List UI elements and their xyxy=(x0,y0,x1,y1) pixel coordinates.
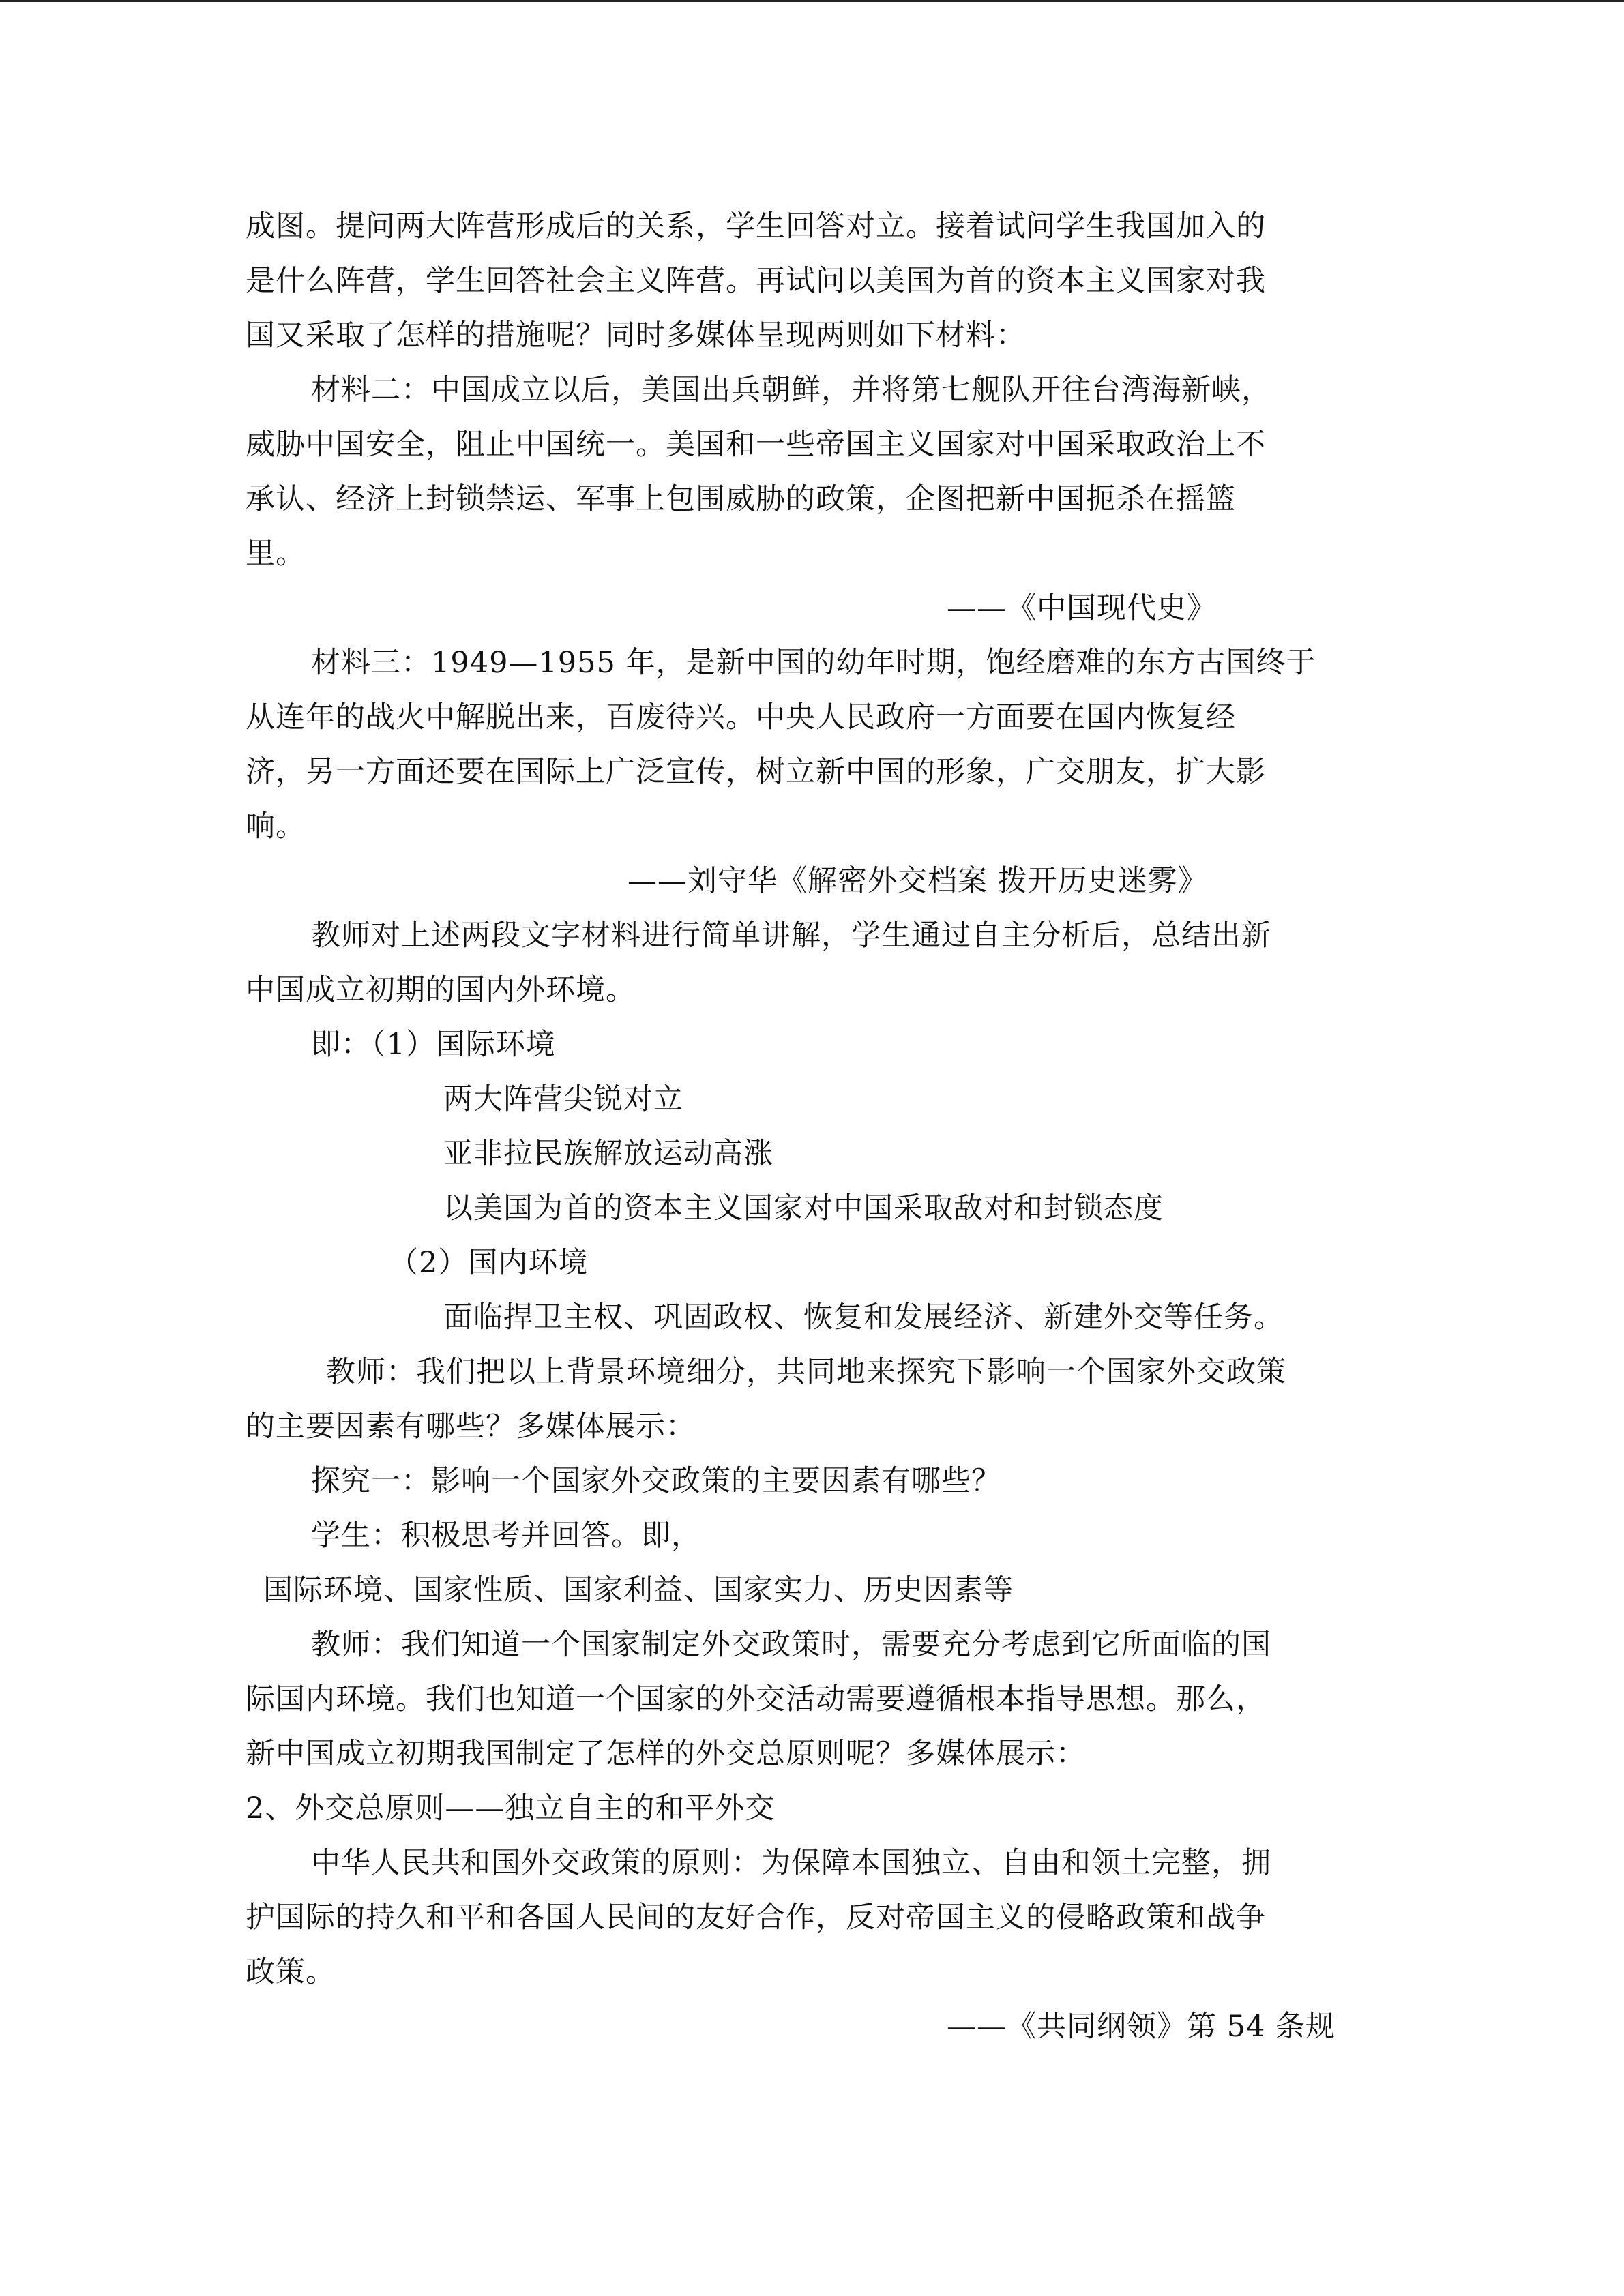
text-line: 探究一：影响一个国家外交政策的主要因素有哪些？ xyxy=(311,1464,1001,1498)
citation-source: ——刘守华《解密外交档案 拨开历史迷雾》 xyxy=(628,864,1208,898)
text-line: 的主要因素有哪些？多媒体展示： xyxy=(246,1410,696,1444)
citation-source: ——《共同纲领》第 54 条规 xyxy=(947,2010,1336,2044)
text-line: 是什么阵营，学生回答社会主义阵营。再试问以美国为首的资本主义国家对我 xyxy=(246,264,1266,298)
text-line: 教师：我们知道一个国家制定外交政策时，需要充分考虑到它所面临的国 xyxy=(311,1628,1271,1662)
text-line: 学生：积极思考并回答。即， xyxy=(311,1519,701,1553)
material-three-line: 济，另一方面还要在国际上广泛宣传，树立新中国的形象，广交朋友，扩大影 xyxy=(246,755,1266,789)
list-item: 亚非拉民族解放运动高涨 xyxy=(443,1137,773,1171)
material-three-line: 材料三：1949—1955 年，是新中国的幼年时期，饱经磨难的东方古国终于 xyxy=(311,646,1316,680)
material-two-line: 威胁中国安全，阻止中国统一。美国和一些帝国主义国家对中国采取政治上不 xyxy=(246,428,1266,462)
text-line: 成图。提问两大阵营形成后的关系，学生回答对立。接着试问学生我国加入的 xyxy=(246,209,1266,243)
quote-line: 中华人民共和国外交政策的原则：为保障本国独立、自由和领土完整，拥 xyxy=(311,1846,1271,1880)
text-line: 教师：我们把以上背景环境细分，共同地来探究下影响一个国家外交政策 xyxy=(326,1355,1286,1389)
page-top-border xyxy=(0,0,1624,2)
citation-source: ——《中国现代史》 xyxy=(947,591,1217,625)
material-three-line: 响。 xyxy=(246,809,306,844)
section-heading: 2、外交总原则——独立自主的和平外交 xyxy=(246,1791,776,1825)
text-line: 中国成立初期的国内外环境。 xyxy=(246,973,636,1007)
text-line: 际国内环境。我们也知道一个国家的外交活动需要遵循根本指导思想。那么， xyxy=(246,1682,1266,1716)
list-item: 两大阵营尖锐对立 xyxy=(443,1082,683,1116)
quote-line: 政策。 xyxy=(246,1955,336,1989)
text-line: 教师对上述两段文字材料进行简单讲解，学生通过自主分析后，总结出新 xyxy=(311,919,1271,953)
list-item: （2）国内环境 xyxy=(389,1246,589,1280)
text-line: 国又采取了怎样的措施呢？同时多媒体呈现两则如下材料： xyxy=(246,318,1026,353)
material-two-line: 承认、经济上封锁禁运、军事上包围威胁的政策，企图把新中国扼杀在摇篮 xyxy=(246,482,1236,516)
list-item: 以美国为首的资本主义国家对中国采取敌对和封锁态度 xyxy=(443,1191,1164,1225)
document-page xyxy=(246,199,1378,2054)
list-item: 面临捍卫主权、巩固政权、恢复和发展经济、新建外交等任务。 xyxy=(443,1300,1284,1335)
quote-line: 护国际的持久和平和各国人民间的友好合作，反对帝国主义的侵略政策和战争 xyxy=(246,1900,1266,1935)
text-line: 新中国成立初期我国制定了怎样的外交总原则呢？多媒体展示： xyxy=(246,1737,1086,1771)
list-item: 即：（1）国际环境 xyxy=(311,1028,556,1062)
material-two-line: 材料二：中国成立以后，美国出兵朝鲜，并将第七舰队开往台湾海新峡， xyxy=(311,373,1271,407)
material-three-line: 从连年的战火中解脱出来，百废待兴。中央人民政府一方面要在国内恢复经 xyxy=(246,700,1236,734)
text-line: 国际环境、国家性质、国家利益、国家实力、历史因素等 xyxy=(263,1573,1014,1607)
material-two-line: 里。 xyxy=(246,537,306,571)
